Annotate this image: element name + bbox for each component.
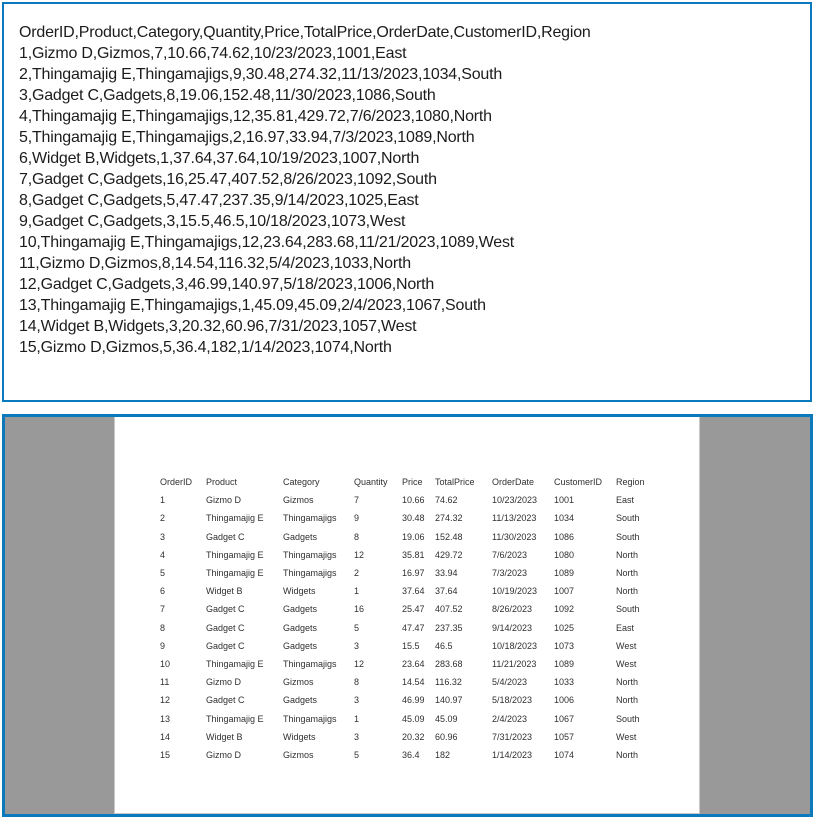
table-cell: 10: [160, 658, 171, 669]
table-row: [160, 564, 660, 582]
table-cell: 9/14/2023: [492, 622, 533, 633]
table-row: [160, 619, 660, 637]
table-cell: 1089: [554, 568, 575, 579]
table-cell: Gizmo D: [206, 495, 242, 506]
table-cell: North: [616, 568, 639, 579]
table-cell: West: [616, 658, 637, 669]
table-cell: North: [616, 586, 639, 597]
table-cell: Widgets: [283, 586, 316, 597]
table-cell: South: [616, 713, 640, 724]
column-header-customerid: CustomerID: [554, 477, 603, 488]
column-header-quantity: Quantity: [354, 477, 388, 488]
table-cell: Thingamajigs: [283, 549, 337, 560]
table-row: [160, 600, 660, 618]
table-cell: 5/4/2023: [492, 677, 528, 688]
csv-line: 6,Widget B,Widgets,1,37.64,37.64,10/19/2023,1007,North: [19, 150, 420, 167]
table-cell: 6: [160, 586, 166, 597]
table-cell: 7/3/2023: [492, 568, 528, 579]
table-cell: South: [616, 604, 640, 615]
table-cell: 237.35: [435, 622, 463, 633]
table-cell: 15: [160, 749, 171, 760]
table-cell: 7: [160, 604, 166, 615]
table-row: [160, 709, 660, 727]
table-cell: 8: [354, 531, 360, 542]
column-header-category: Category: [283, 477, 320, 488]
table-cell: Thingamajig E: [206, 713, 264, 724]
table-cell: 25.47: [402, 604, 425, 615]
csv-line: 14,Widget B,Widgets,3,20.32,60.96,7/31/2023,1057,West: [19, 318, 417, 335]
table-cell: 8: [354, 677, 360, 688]
table-cell: Gadgets: [283, 695, 318, 706]
table-cell: 7: [354, 495, 360, 506]
csv-line: 3,Gadget C,Gadgets,8,19.06,152.48,11/30/2023,1086,South: [19, 87, 436, 104]
table-cell: Thingamajig E: [206, 568, 264, 579]
table-row: [160, 491, 660, 509]
table-cell: West: [616, 731, 637, 742]
table-cell: East: [616, 495, 635, 506]
table-cell: 33.94: [435, 568, 458, 579]
table-cell: 2: [354, 568, 360, 579]
table-row: [160, 637, 660, 655]
table-cell: North: [616, 749, 639, 760]
table-cell: 1086: [554, 531, 575, 542]
preview-page: [114, 417, 700, 814]
table-cell: 407.52: [435, 604, 463, 615]
table-cell: 3: [354, 640, 360, 651]
table-cell: 20.32: [402, 731, 425, 742]
table-cell: Gizmo D: [206, 749, 242, 760]
table-cell: 1025: [554, 622, 575, 633]
table-cell: 274.32: [435, 513, 463, 524]
table-cell: 429.72: [435, 549, 463, 560]
table-cell: 36.4: [402, 749, 420, 760]
table-cell: 1057: [554, 731, 575, 742]
table-cell: 2: [160, 513, 166, 524]
csv-text-panel: [2, 2, 812, 402]
table-cell: Thingamajigs: [283, 568, 337, 579]
table-cell: Thingamajigs: [283, 513, 337, 524]
csv-line: 15,Gizmo D,Gizmos,5,36.4,182,1/14/2023,1074,North: [19, 339, 392, 356]
table-cell: 1034: [554, 513, 575, 524]
column-header-orderid: OrderID: [160, 477, 193, 488]
table-header-row: [160, 473, 660, 491]
csv-line: 4,Thingamajig E,Thingamajigs,12,35.81,429.72,7/6/2023,1080,North: [19, 108, 492, 125]
table-cell: 1074: [554, 749, 575, 760]
table-cell: 7/31/2023: [492, 731, 533, 742]
table-cell: 3: [354, 731, 360, 742]
table-cell: Widgets: [283, 731, 316, 742]
csv-line: 10,Thingamajig E,Thingamajigs,12,23.64,283.68,11/21/2023,1089,West: [19, 234, 515, 251]
csv-content: [19, 22, 800, 358]
table-cell: Gizmos: [283, 495, 314, 506]
table-cell: 10/18/2023: [492, 640, 538, 651]
table-cell: 37.64: [402, 586, 425, 597]
table-cell: Gadget C: [206, 622, 245, 633]
table-cell: 10/23/2023: [492, 495, 538, 506]
table-cell: 1092: [554, 604, 575, 615]
table-cell: 45.09: [402, 713, 425, 724]
table-cell: 46.99: [402, 695, 425, 706]
csv-line: 5,Thingamajig E,Thingamajigs,2,16.97,33.94,7/3/2023,1089,North: [19, 129, 475, 146]
table-cell: West: [616, 640, 637, 651]
table-cell: 5: [160, 568, 166, 579]
table-cell: 152.48: [435, 531, 463, 542]
table-cell: 16: [354, 604, 365, 615]
table-cell: North: [616, 677, 639, 688]
table-cell: 5/18/2023: [492, 695, 533, 706]
table-cell: 182: [435, 749, 451, 760]
table-cell: South: [616, 513, 640, 524]
table-cell: 283.68: [435, 658, 463, 669]
table-cell: 7/6/2023: [492, 549, 528, 560]
table-cell: Gadget C: [206, 640, 245, 651]
table-cell: 11/21/2023: [492, 658, 537, 669]
table-row: [160, 528, 660, 546]
table-cell: Gadget C: [206, 531, 245, 542]
table-cell: Gadgets: [283, 640, 318, 651]
csv-line: 9,Gadget C,Gadgets,3,15.5,46.5,10/18/2023,1073,West: [19, 213, 406, 230]
table-cell: 1/14/2023: [492, 749, 533, 760]
table-row: [160, 509, 660, 527]
table-cell: 1073: [554, 640, 575, 651]
csv-line: 7,Gadget C,Gadgets,16,25.47,407.52,8/26/2023,1092,South: [19, 171, 437, 188]
table-row: [160, 546, 660, 564]
table-cell: 1: [160, 495, 166, 506]
csv-line: 11,Gizmo D,Gizmos,8,14.54,116.32,5/4/2023,1033,North: [19, 255, 411, 272]
table-cell: 3: [160, 531, 166, 542]
table-cell: 16.97: [402, 568, 425, 579]
table-row: [160, 746, 660, 764]
table-cell: 14.54: [402, 677, 425, 688]
table-cell: Gizmos: [283, 677, 314, 688]
column-header-product: Product: [206, 477, 238, 488]
table-row: [160, 582, 660, 600]
table-cell: 11: [160, 677, 170, 688]
table-cell: 8/26/2023: [492, 604, 533, 615]
table-cell: 14: [160, 731, 171, 742]
column-header-region: Region: [616, 477, 645, 488]
table-cell: 1001: [554, 495, 575, 506]
table-cell: 4: [160, 549, 166, 560]
table-cell: 15.5: [402, 640, 420, 651]
csv-line: 2,Thingamajig E,Thingamajigs,9,30.48,274.32,11/13/2023,1034,South: [19, 66, 503, 83]
table-cell: 37.64: [435, 586, 458, 597]
table-cell: 11/13/2023: [492, 513, 537, 524]
table-cell: 12: [160, 695, 171, 706]
table-cell: 1067: [554, 713, 575, 724]
table-cell: Thingamajig E: [206, 513, 264, 524]
table-cell: 45.09: [435, 713, 458, 724]
table-row: [160, 691, 660, 709]
table-cell: Gadgets: [283, 531, 318, 542]
csv-line: 8,Gadget C,Gadgets,5,47.47,237.35,9/14/2023,1025,East: [19, 192, 419, 209]
table-cell: East: [616, 622, 635, 633]
table-cell: Widget B: [206, 586, 243, 597]
table-cell: 74.62: [435, 495, 458, 506]
column-header-totalprice: TotalPrice: [435, 477, 475, 488]
table-cell: 47.47: [402, 622, 425, 633]
table-row: [160, 655, 660, 673]
table-cell: North: [616, 549, 639, 560]
csv-line: 13,Thingamajig E,Thingamajigs,1,45.09,45.09,2/4/2023,1067,South: [19, 297, 486, 314]
table-cell: 1006: [554, 695, 575, 706]
table-cell: 9: [354, 513, 360, 524]
table-cell: 3: [354, 695, 360, 706]
table-cell: 13: [160, 713, 171, 724]
table-cell: 1: [354, 586, 360, 597]
table-cell: 23.64: [402, 658, 425, 669]
table-row: [160, 728, 660, 746]
table-cell: 8: [160, 622, 166, 633]
table-row: [160, 673, 660, 691]
table-cell: Thingamajigs: [283, 713, 337, 724]
table-preview-panel: [2, 414, 813, 817]
table-cell: 10/19/2023: [492, 586, 538, 597]
csv-line: 12,Gadget C,Gadgets,3,46.99,140.97,5/18/2023,1006,North: [19, 276, 435, 293]
table-cell: 1080: [554, 549, 575, 560]
table-cell: 30.48: [402, 513, 425, 524]
table-cell: 5: [354, 622, 360, 633]
table-cell: 140.97: [435, 695, 463, 706]
csv-line: OrderID,Product,Category,Quantity,Price,TotalPrice,OrderDate,CustomerID,Region: [19, 24, 591, 41]
table-cell: 116.32: [435, 677, 462, 688]
csv-line: 1,Gizmo D,Gizmos,7,10.66,74.62,10/23/2023,1001,East: [19, 45, 407, 62]
table-cell: Thingamajig E: [206, 658, 264, 669]
table-cell: 10.66: [402, 495, 425, 506]
table-cell: 2/4/2023: [492, 713, 528, 724]
column-header-orderdate: OrderDate: [492, 477, 535, 488]
table-cell: 19.06: [402, 531, 425, 542]
table-cell: 11/30/2023: [492, 531, 537, 542]
table-cell: North: [616, 695, 639, 706]
table-cell: 60.96: [435, 731, 458, 742]
table-cell: Gizmo D: [206, 677, 242, 688]
table-cell: South: [616, 531, 640, 542]
table-cell: 35.81: [402, 549, 425, 560]
table-cell: 1089: [554, 658, 575, 669]
table-cell: 1007: [554, 586, 575, 597]
table-cell: Thingamajig E: [206, 549, 264, 560]
column-header-price: Price: [402, 477, 423, 488]
table-cell: Gadgets: [283, 622, 318, 633]
orders-table: [160, 473, 660, 764]
table-cell: Widget B: [206, 731, 243, 742]
table-cell: Gadget C: [206, 695, 245, 706]
table-cell: 1033: [554, 677, 575, 688]
table-cell: 12: [354, 549, 365, 560]
table-cell: 12: [354, 658, 365, 669]
table-cell: Gizmos: [283, 749, 314, 760]
table-cell: 1: [354, 713, 360, 724]
table-cell: Gadgets: [283, 604, 318, 615]
table-cell: Thingamajigs: [283, 658, 337, 669]
table-cell: 9: [160, 640, 166, 651]
table-cell: 5: [354, 749, 360, 760]
table-cell: Gadget C: [206, 604, 245, 615]
table-cell: 46.5: [435, 640, 453, 651]
